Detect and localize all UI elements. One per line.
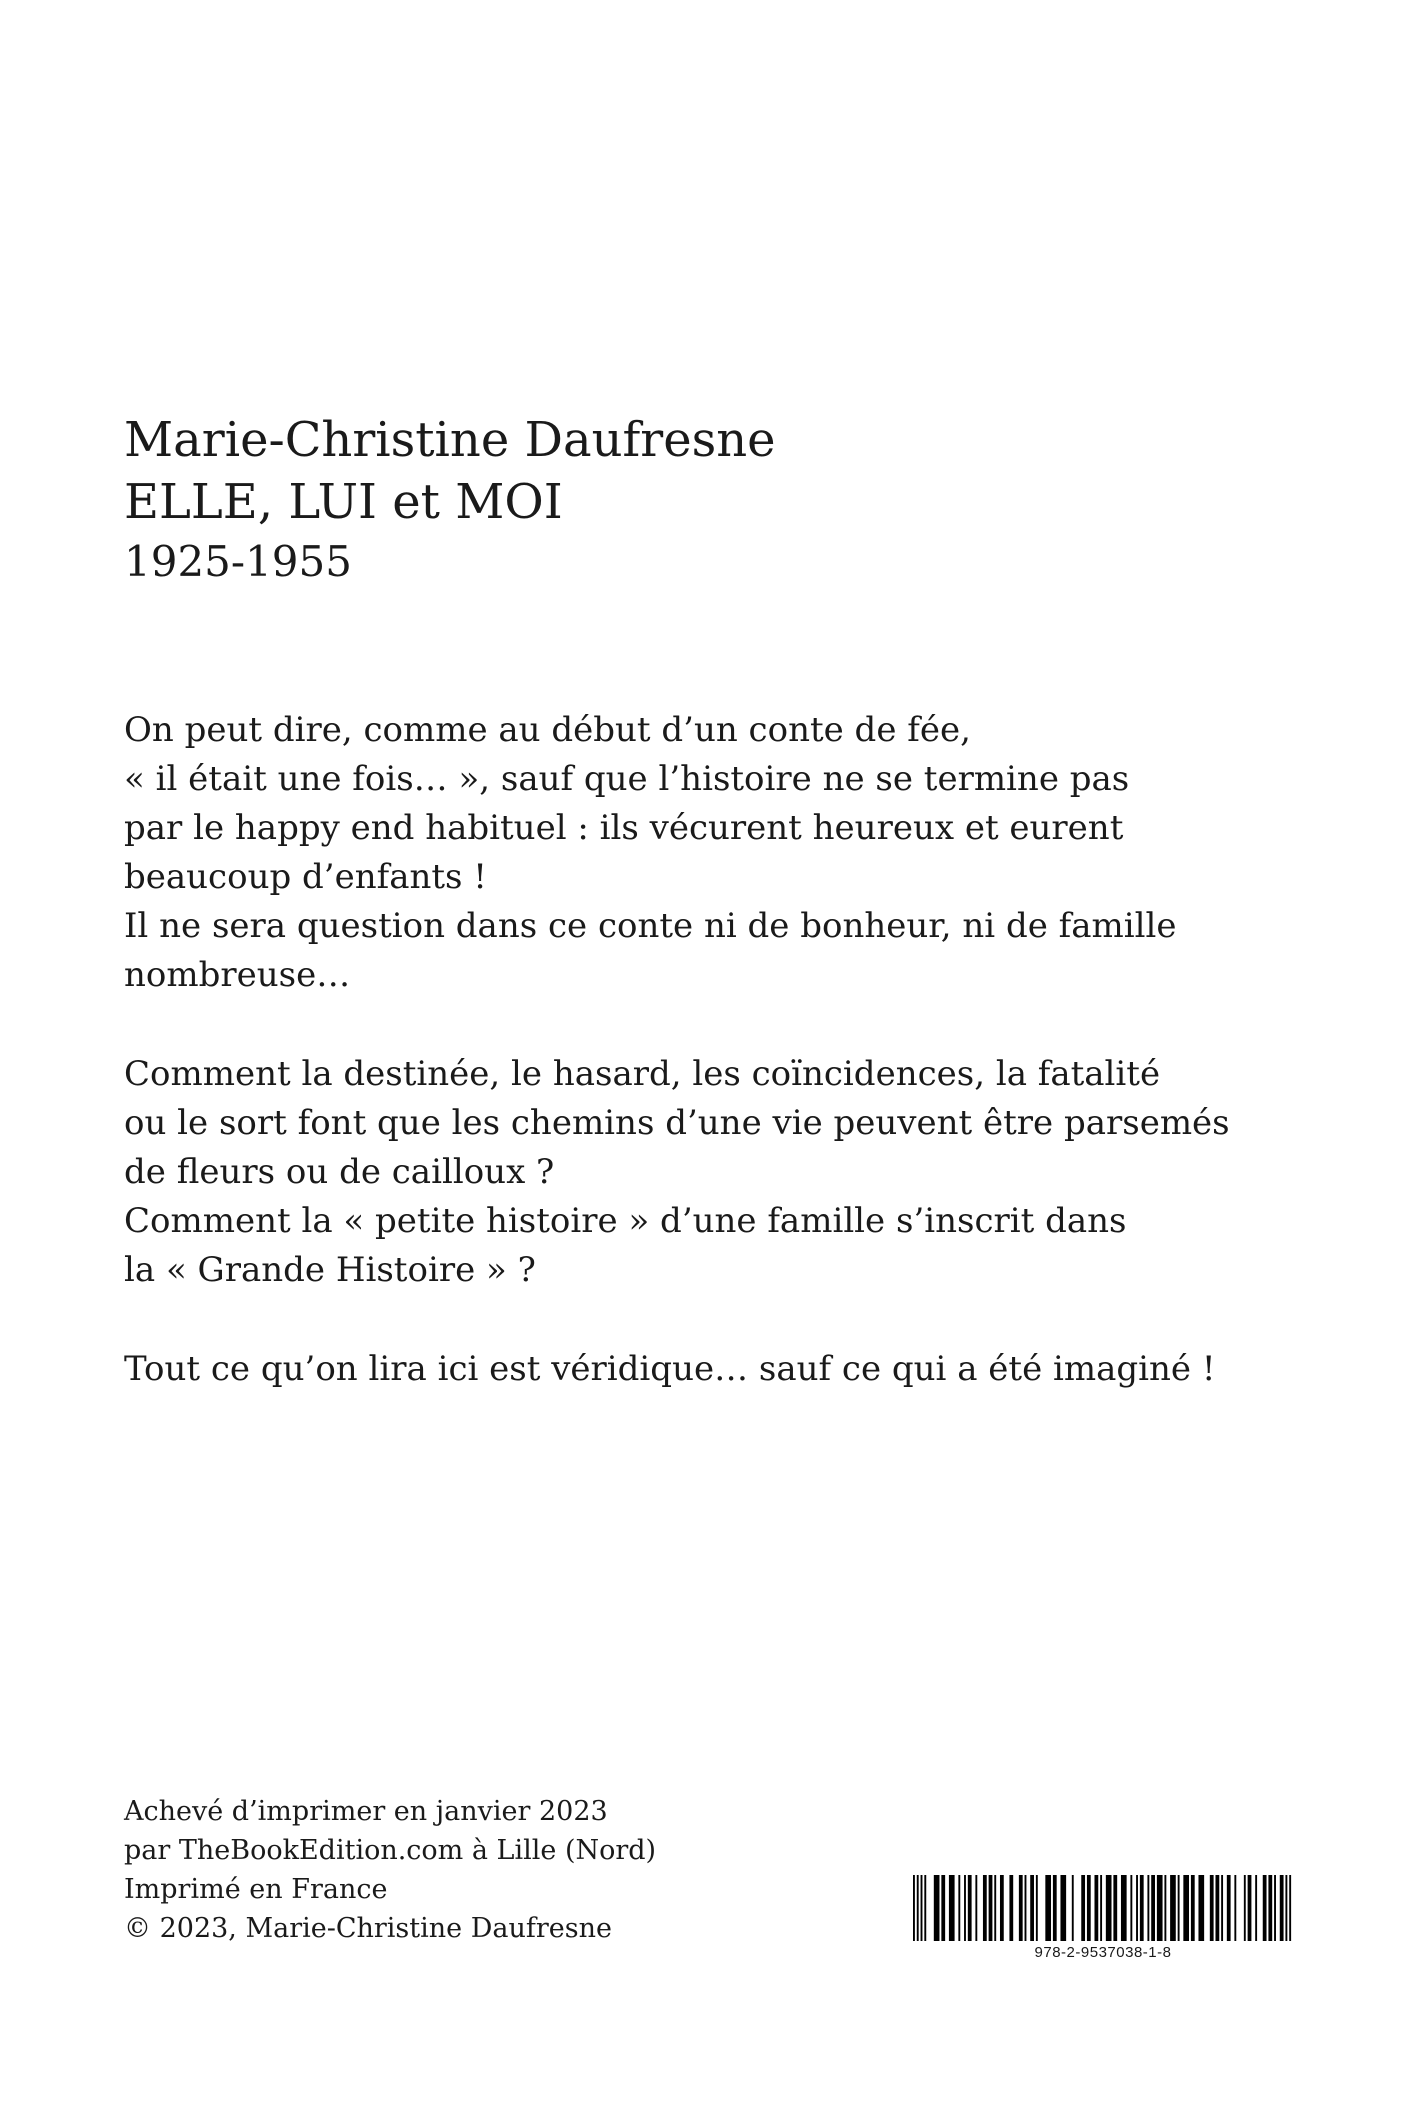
barcode-bar (1274, 1875, 1276, 1941)
barcode-bar (1025, 1875, 1027, 1941)
barcode-bar (1130, 1875, 1132, 1941)
book-years: 1925-1955 (124, 537, 352, 586)
barcode-bar (1227, 1875, 1231, 1941)
barcode-bar (1113, 1875, 1117, 1941)
barcode-bar (1183, 1875, 1189, 1941)
book-header (124, 410, 776, 590)
barcode-bar (1106, 1875, 1112, 1941)
barcode-bar (1045, 1875, 1051, 1941)
blurb-line: Il ne sera question dans ce conte ni de bonheur, ni de famille (124, 906, 1177, 946)
barcode-bar (1268, 1875, 1272, 1941)
blurb-line: Comment la destinée, le hasard, les coïncidences, la fatalité (124, 1054, 1161, 1094)
barcode-bar (1151, 1875, 1155, 1941)
barcode-bar (1215, 1875, 1219, 1941)
blurb-paragraph-3 (124, 1345, 1304, 1394)
barcode-bar (1198, 1875, 1204, 1941)
barcode-bar (983, 1875, 987, 1941)
barcode-bar (1140, 1875, 1144, 1941)
barcode-bar (964, 1875, 966, 1941)
barcode-bar (968, 1875, 972, 1941)
barcode-bar (1121, 1875, 1127, 1941)
barcode-bar (1289, 1875, 1291, 1941)
barcode-bar (1170, 1875, 1176, 1941)
barcode-bar (1210, 1875, 1214, 1941)
barcode-bar (994, 1875, 996, 1941)
blurb-line: beaucoup d’enfants ! (124, 857, 487, 897)
blurb-paragraph-1 (124, 706, 1304, 1000)
barcode-bar (1248, 1875, 1252, 1941)
barcode-bar (1053, 1875, 1057, 1941)
barcode-bar (1000, 1875, 1004, 1941)
barcode-bar (1009, 1875, 1013, 1941)
blurb-line: Comment la « petite histoire » d’une famille s’inscrit dans (124, 1201, 1127, 1241)
barcode-bar (913, 1875, 915, 1941)
barcode-bar (1191, 1875, 1195, 1941)
author-name: Marie-Christine Daufresne (124, 412, 776, 468)
blurb-line: « il était une fois… », sauf que l’histoire ne se termine pas (124, 759, 1130, 799)
blurb-line: par le happy end habituel : ils vécurent heureux et eurent (124, 808, 1124, 848)
barcode-bar (1136, 1875, 1138, 1941)
colophon (124, 1792, 656, 1948)
barcode-bar (1234, 1875, 1236, 1941)
barcode-bar (1036, 1875, 1038, 1941)
barcode-bar (1263, 1875, 1267, 1941)
barcode-bar (1157, 1875, 1163, 1941)
barcode-bar (1087, 1875, 1091, 1941)
barcode-bar (1094, 1875, 1098, 1941)
barcode-bar (1244, 1875, 1246, 1941)
blurb-line: de fleurs ou de cailloux ? (124, 1152, 555, 1192)
barcode-bar (1072, 1875, 1074, 1941)
barcode-bar (1164, 1875, 1166, 1941)
barcode-bar (934, 1875, 940, 1941)
blurb-paragraph-2 (124, 1050, 1304, 1295)
isbn-number: 978-2-9537038-1-8 (1034, 1944, 1172, 1961)
barcode-bar (941, 1875, 945, 1941)
colophon-print-date: Achevé d’imprimer en janvier 2023 (124, 1796, 608, 1827)
barcode-bar (975, 1875, 977, 1941)
blurb-line: On peut dire, comme au début d’un conte de fée, (124, 710, 971, 750)
barcode-bar (924, 1875, 926, 1941)
isbn-barcode (913, 1875, 1293, 1961)
barcode-bar (1060, 1875, 1066, 1941)
blurb-line: la « Grande Histoire » ? (124, 1250, 536, 1290)
back-cover-blurb (124, 706, 1304, 1444)
barcode-bar (1280, 1875, 1284, 1941)
blurb-line: Tout ce qu’on lira ici est véridique… sauf ce qui a été imaginé ! (124, 1349, 1216, 1389)
barcode-bar (958, 1875, 960, 1941)
barcode-bar (1019, 1875, 1023, 1941)
barcode-bar (1030, 1875, 1034, 1941)
barcode-bar (1255, 1875, 1257, 1941)
barcode-bar (1178, 1875, 1180, 1941)
barcode-bar (1081, 1875, 1085, 1941)
colophon-printer: par TheBookEdition.com à Lille (Nord) (124, 1835, 657, 1866)
barcode-graphic (913, 1875, 1293, 1941)
blurb-line: nombreuse… (124, 955, 351, 995)
barcode-bar (949, 1875, 955, 1941)
barcode-bar (1100, 1875, 1102, 1941)
barcode-bar (921, 1875, 923, 1941)
barcode-bar (1221, 1875, 1223, 1941)
blurb-line: ou le sort font que les chemins d’une vie peuvent être parsemés (124, 1103, 1230, 1143)
book-title: ELLE, LUI et MOI (124, 474, 563, 530)
barcode-bar (1147, 1875, 1149, 1941)
barcode-bar (1285, 1875, 1287, 1941)
colophon-country: Imprimé en France (124, 1874, 388, 1905)
colophon-copyright: © 2023, Marie-Christine Daufresne (124, 1913, 612, 1944)
barcode-bar (917, 1875, 919, 1941)
barcode-bar (989, 1875, 993, 1941)
